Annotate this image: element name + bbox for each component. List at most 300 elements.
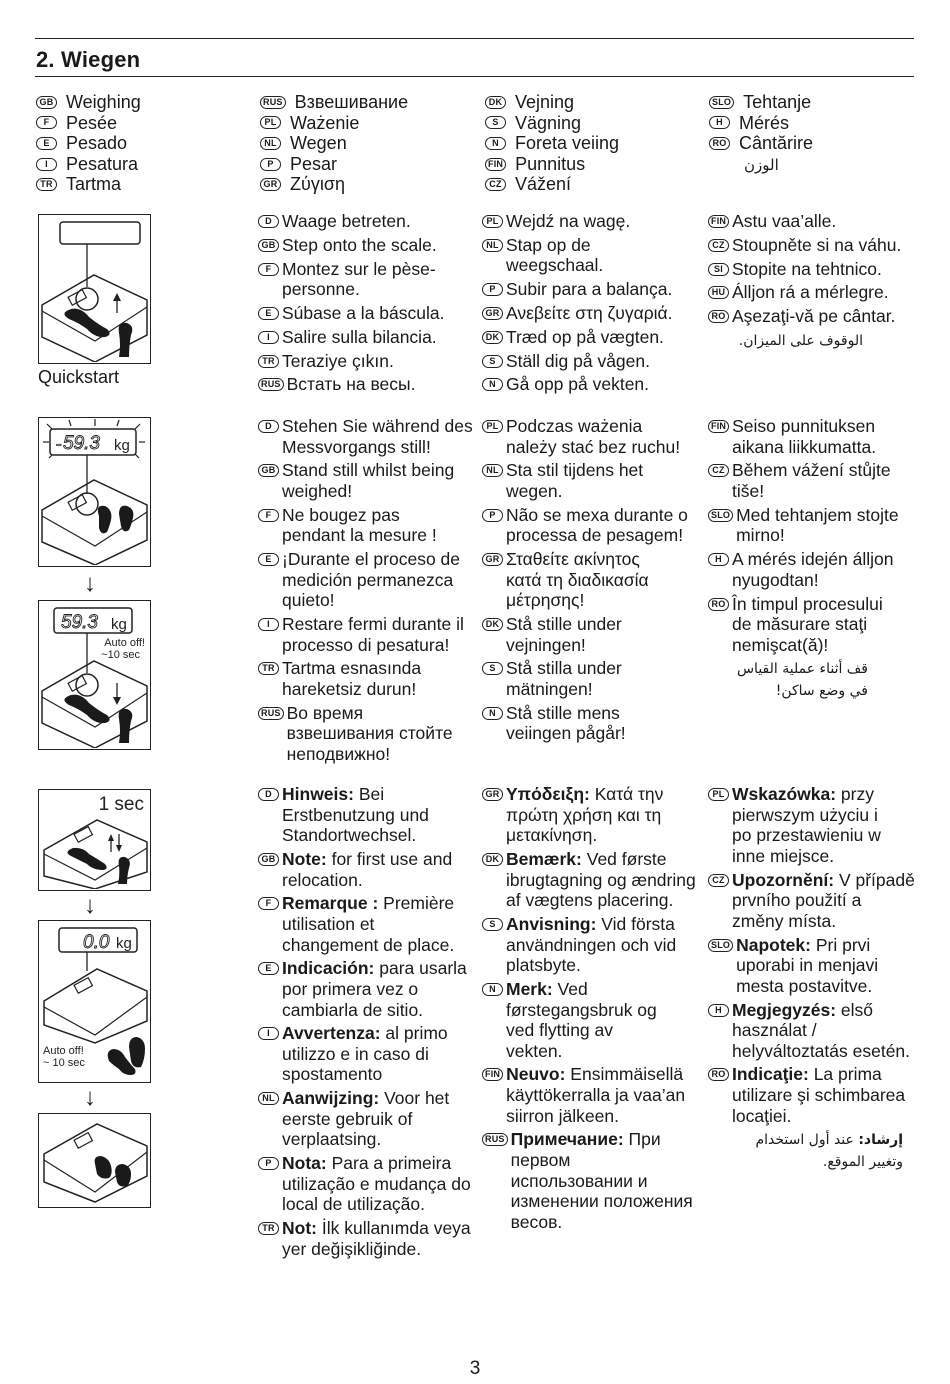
language-item xyxy=(36,154,141,175)
instruction-text: Встать на весы. xyxy=(286,374,416,395)
instruction-text: Álljon rá a mérlegre. xyxy=(732,282,889,303)
instruction-text: Restare fermi durante il processo di pesatura! xyxy=(282,614,464,655)
note-label: Indicación: xyxy=(282,958,375,979)
instruction-entry xyxy=(708,594,923,656)
language-badge: FIN xyxy=(708,215,729,228)
language-name: Ζύγιση xyxy=(290,174,345,195)
language-name: الوزن xyxy=(744,155,779,174)
note-label: Anvisning: xyxy=(506,913,597,934)
language-badge: DK xyxy=(482,331,503,344)
note-text: V případě prvního použití a změny místa. xyxy=(732,869,915,931)
instruction-column xyxy=(482,211,697,398)
language-item xyxy=(260,113,408,134)
unit-label: kg xyxy=(111,616,127,633)
note-label: إرشاد: xyxy=(858,1132,903,1149)
instruction-entry xyxy=(258,1153,473,1215)
language-badge: H xyxy=(708,553,729,566)
note-label: Υπόδειξη: xyxy=(506,784,590,804)
note-text: La prima utilizare şi schimbarea locaţiei. xyxy=(732,1064,906,1126)
language-name: Mérés xyxy=(739,112,790,133)
instruction-entry xyxy=(258,784,473,846)
display-readout: 59.3 xyxy=(61,612,98,633)
language-badge: GB xyxy=(36,96,57,109)
auto-off-label: Auto off! xyxy=(104,637,145,649)
note-label: Wskazówka: xyxy=(732,784,837,804)
title-rule xyxy=(35,76,914,77)
instruction-text: A mérés idején álljon nyugodtan! xyxy=(732,549,894,590)
instruction-column xyxy=(482,784,697,1236)
language-badge: RO xyxy=(709,137,730,150)
one-second-label: 1 sec xyxy=(98,794,144,815)
unit-label: kg xyxy=(116,935,132,952)
language-badge: PL xyxy=(482,215,503,228)
language-column xyxy=(260,92,408,195)
instruction-text: قف أثناء عملية القياس في وضع ساكن! xyxy=(736,661,868,700)
language-item xyxy=(260,133,408,154)
language-badge: E xyxy=(258,962,279,975)
instruction-entry xyxy=(708,1000,923,1062)
svg-text:-: - xyxy=(54,436,64,454)
language-badge: GB xyxy=(258,464,279,477)
instruction-text xyxy=(282,1153,473,1215)
language-badge: S xyxy=(482,662,503,675)
instruction-text: Teraziye çıkın. xyxy=(282,350,394,371)
instruction-entry xyxy=(708,1129,923,1173)
instruction-column xyxy=(708,211,923,355)
instruction-text: Stap op de weegschaal. xyxy=(506,234,604,276)
note-text: Vid första användningen och vid platsbyte. xyxy=(506,913,677,976)
language-name: Pesado xyxy=(66,133,128,154)
note-text: Ensimmäisellä käyttökerralla ja vaa’an siirron jälkeen. xyxy=(506,1064,686,1126)
instruction-entry xyxy=(258,1023,473,1085)
scale-tap-figure xyxy=(38,789,151,891)
language-badge: S xyxy=(482,355,503,368)
language-column xyxy=(709,92,813,176)
instruction-text xyxy=(506,1064,686,1126)
instruction-text: Não se mexa durante o processa de pesagem! xyxy=(506,504,688,546)
language-name: Weighing xyxy=(66,92,141,112)
instruction-entry xyxy=(258,327,473,348)
instruction-text: Sta stil tijdens het wegen. xyxy=(506,460,644,501)
language-badge: FIN xyxy=(708,420,729,433)
instruction-text: Stand still whilst being weighed! xyxy=(282,460,455,501)
language-name: Pesar xyxy=(290,153,338,174)
instruction-text xyxy=(732,1064,923,1126)
language-item xyxy=(485,92,619,113)
language-name: Pesatura xyxy=(66,153,139,174)
instruction-entry xyxy=(258,549,473,611)
instruction-text: Súbase a la báscula. xyxy=(282,302,445,323)
instruction-text xyxy=(732,1000,923,1062)
language-badge: I xyxy=(258,331,279,344)
instruction-text: Seiso punnituksen aikana liikkumatta. xyxy=(732,416,877,457)
instruction-entry xyxy=(482,351,697,372)
instruction-text xyxy=(282,1088,473,1150)
note-label: Not: xyxy=(282,1218,317,1239)
language-badge: NL xyxy=(260,137,281,150)
instruction-text: Step onto the scale. xyxy=(282,234,437,255)
language-item xyxy=(260,174,408,195)
instruction-entry xyxy=(708,935,923,997)
language-name: Punnitus xyxy=(515,153,586,174)
note-text: Voor het eerste gebruik of verplaatsing. xyxy=(282,1088,450,1150)
scale-blinking-display-figure xyxy=(38,417,151,567)
instruction-entry xyxy=(482,703,697,744)
language-name: Взвешивание xyxy=(294,92,409,112)
instruction-entry xyxy=(258,259,473,300)
language-name: Pesée xyxy=(66,112,118,133)
instruction-entry xyxy=(482,914,697,976)
language-badge: S xyxy=(482,918,503,931)
language-badge: TR xyxy=(36,178,57,191)
note-label: Nota: xyxy=(282,1153,327,1174)
language-item xyxy=(485,154,619,175)
language-badge: RUS xyxy=(258,707,284,720)
instruction-entry xyxy=(482,505,697,546)
instruction-text xyxy=(732,870,917,932)
instruction-text: Stoupněte si na váhu. xyxy=(732,234,902,255)
language-badge: PL xyxy=(482,420,503,433)
instruction-text xyxy=(506,914,697,976)
language-badge: F xyxy=(258,509,279,522)
down-arrow-icon: ↓ xyxy=(84,1084,96,1111)
instruction-text: Astu vaa’alle. xyxy=(732,211,837,231)
language-badge: P xyxy=(482,283,503,296)
instruction-entry xyxy=(482,614,697,655)
auto-off-label: Auto off! xyxy=(43,1045,84,1057)
instruction-entry xyxy=(258,460,473,501)
note-label: Note: xyxy=(282,848,327,869)
note-label: Примечание: xyxy=(510,1129,624,1150)
note-text: for first use and relocation. xyxy=(282,848,453,890)
language-badge: CZ xyxy=(708,874,729,887)
language-badge: RO xyxy=(708,1068,729,1081)
instruction-text: Stopite na tehtnico. xyxy=(732,258,882,279)
language-badge: P xyxy=(258,1157,279,1170)
language-badge: NL xyxy=(482,464,503,477)
note-label: Avvertenza: xyxy=(282,1023,381,1044)
language-badge: DK xyxy=(482,618,503,631)
note-label: Bemærk: xyxy=(506,848,582,869)
language-badge: E xyxy=(258,553,279,566)
instruction-text: Podczas ważenia należy stać bez ruchu! xyxy=(506,416,681,457)
instruction-entry xyxy=(708,235,923,256)
language-name: Cântărire xyxy=(739,133,814,154)
section-title: 2. Wiegen xyxy=(36,47,141,72)
instruction-text: Ställ dig på vågen. xyxy=(506,350,650,371)
instruction-entry xyxy=(258,1088,473,1150)
language-badge: CZ xyxy=(485,178,506,191)
language-badge: PL xyxy=(708,788,729,801)
language-item xyxy=(485,174,619,195)
language-item xyxy=(36,133,141,154)
auto-off-time: ~10 sec xyxy=(101,649,140,661)
language-badge: GR xyxy=(260,178,281,191)
instruction-text: Wejdź na wagę. xyxy=(506,211,631,231)
note-text: al primo utilizzo e in caso di spostamento xyxy=(282,1023,448,1085)
instruction-entry xyxy=(708,658,923,702)
language-badge: D xyxy=(258,215,279,228)
instruction-text xyxy=(282,893,473,955)
language-badge: S xyxy=(485,116,506,129)
instruction-entry xyxy=(708,1064,923,1126)
instruction-entry xyxy=(708,870,923,932)
note-text: Κατά την πρώτη χρήση και τη μετακίνηση. xyxy=(506,784,664,846)
page-number: 3 xyxy=(469,1358,481,1379)
quickstart-label: Quickstart xyxy=(38,367,120,387)
instruction-entry xyxy=(258,893,473,955)
instruction-entry xyxy=(258,351,473,372)
note-label: Megjegyzés: xyxy=(732,999,837,1020)
instruction-entry xyxy=(258,374,473,395)
note-label: Remarque : xyxy=(282,893,379,914)
language-badge: CZ xyxy=(708,239,729,252)
instruction-text: Во время взвешивания стойте неподвижно! xyxy=(286,702,453,765)
scale-off-figure xyxy=(38,1113,151,1208)
instruction-entry xyxy=(708,330,923,352)
down-arrow-icon: ↓ xyxy=(84,570,96,597)
instruction-text: Tartma esnasında hareketsiz durun! xyxy=(282,658,422,700)
display-zero-readout: 0.0 xyxy=(83,932,110,953)
instruction-entry xyxy=(708,416,923,457)
instruction-text xyxy=(282,1218,473,1259)
instruction-text: Během vážení stůjte tiše! xyxy=(732,460,891,501)
language-badge: PL xyxy=(260,116,281,129)
instruction-text: Stå stille mens veiingen pågår! xyxy=(506,702,626,744)
language-item xyxy=(485,133,619,154)
instruction-text: Waage betreten. xyxy=(282,211,411,231)
language-badge: H xyxy=(709,116,730,129)
instruction-entry xyxy=(482,979,697,1061)
language-name: Tartma xyxy=(66,174,122,195)
language-badge: DK xyxy=(485,96,506,109)
language-badge: E xyxy=(36,137,57,150)
language-badge: H xyxy=(708,1004,729,1017)
note-text: Première utilisation et changement de place. xyxy=(282,893,455,955)
instruction-text xyxy=(282,958,473,1020)
language-name: Wegen xyxy=(290,133,347,154)
scale-result-figure xyxy=(38,600,151,750)
instruction-text xyxy=(728,1129,903,1173)
language-badge: F xyxy=(258,263,279,276)
language-badge: GR xyxy=(482,788,503,801)
instruction-entry xyxy=(482,279,697,300)
language-badge: D xyxy=(258,788,279,801)
language-badge: N xyxy=(482,983,503,996)
instruction-text: În timpul procesului de măsurare staţi nemişcat(ă)! xyxy=(732,593,883,655)
instruction-entry xyxy=(258,303,473,324)
instruction-entry xyxy=(258,958,473,1020)
note-text: Ved første ibrugtagning og ændring af vægtens placering. xyxy=(506,848,696,911)
language-badge: P xyxy=(482,509,503,522)
instruction-entry xyxy=(482,327,697,348)
display-blink-readout: 59.3 xyxy=(63,433,100,454)
language-badge: FIN xyxy=(485,158,506,171)
instruction-column xyxy=(258,211,473,398)
language-item xyxy=(260,92,408,113)
instruction-text: Ανεβείτε στη ζυγαριά. xyxy=(506,302,673,323)
language-badge: RO xyxy=(708,310,729,323)
instruction-entry xyxy=(482,416,697,457)
instruction-entry xyxy=(482,235,697,276)
instruction-text xyxy=(506,979,666,1061)
language-badge: TR xyxy=(258,662,279,675)
language-badge: N xyxy=(485,137,506,150)
instruction-text: Σταθείτε ακίνητος κατά τη διαδικασία μέτρησης! xyxy=(506,549,649,611)
language-name: Ważenie xyxy=(290,112,360,133)
language-badge: N xyxy=(482,707,503,720)
instruction-entry xyxy=(258,1218,473,1259)
down-arrow-icon: ↓ xyxy=(84,892,96,919)
language-name: Vägning xyxy=(515,112,582,133)
instruction-text: Montez sur le pèse-personne. xyxy=(282,258,436,300)
instruction-column xyxy=(258,784,473,1263)
instruction-entry xyxy=(708,784,923,866)
language-badge: CZ xyxy=(708,464,729,477)
language-name: Tehtanje xyxy=(743,92,812,112)
instruction-column xyxy=(482,416,697,747)
instruction-text: Stå stille under vejningen! xyxy=(506,614,622,655)
language-badge: RUS xyxy=(258,378,284,391)
instruction-entry xyxy=(708,460,923,501)
note-label: Hinweis: xyxy=(282,784,354,804)
instruction-entry xyxy=(482,549,697,611)
language-column xyxy=(36,92,141,195)
instruction-entry xyxy=(258,614,473,655)
instruction-text: Træd op på vægten. xyxy=(506,326,664,347)
instruction-text xyxy=(282,784,452,846)
note-label: Napotek: xyxy=(736,934,811,955)
note-label: Merk: xyxy=(506,978,553,999)
instruction-column xyxy=(258,416,473,768)
language-badge: F xyxy=(258,897,279,910)
instruction-entry xyxy=(258,235,473,256)
note-text: Bei Erstbenutzung und Standortwechsel. xyxy=(282,784,429,846)
language-badge: N xyxy=(482,378,503,391)
note-text: para usarla por primera vez o cambiarla de sitio. xyxy=(282,958,467,1020)
language-badge: I xyxy=(258,1027,279,1040)
instruction-text: Stå stilla under mätningen! xyxy=(506,658,622,700)
note-text: Ved førstegangsbruk og ved flytting av vekten. xyxy=(506,978,657,1061)
instruction-text xyxy=(732,784,902,866)
instruction-entry xyxy=(258,416,473,457)
instruction-entry xyxy=(708,549,923,590)
instruction-entry xyxy=(258,703,473,765)
language-item xyxy=(709,113,813,134)
instruction-text: Ne bougez pas pendant la mesure ! xyxy=(282,504,437,546)
language-badge: RUS xyxy=(260,96,286,109)
language-badge: F xyxy=(36,116,57,129)
auto-off-time: ~ 10 sec xyxy=(43,1057,85,1069)
language-badge: D xyxy=(258,420,279,433)
language-name: Vejning xyxy=(515,92,575,112)
language-badge: RUS xyxy=(482,1133,508,1146)
instruction-entry xyxy=(482,849,697,911)
instruction-entry xyxy=(258,211,473,232)
language-badge: P xyxy=(260,158,281,171)
note-text: első használat / helyváltoztatás esetén. xyxy=(732,999,911,1061)
instruction-text: Med tehtanjem stojte mirno! xyxy=(736,504,899,546)
instruction-text: Gå opp på vekten. xyxy=(506,374,650,395)
language-badge: I xyxy=(258,618,279,631)
language-badge: NL xyxy=(258,1092,279,1105)
language-badge: SI xyxy=(708,263,729,276)
instruction-entry xyxy=(482,784,697,846)
scale-step-on-figure xyxy=(38,214,151,364)
unit-label: kg xyxy=(114,437,130,454)
language-item xyxy=(36,174,141,195)
instruction-text: ¡Durante el proceso de medición permanezca quieto! xyxy=(282,549,461,611)
language-badge: GB xyxy=(258,239,279,252)
language-badge: SLO xyxy=(708,939,733,952)
language-item xyxy=(709,154,813,176)
instruction-entry xyxy=(258,505,473,546)
language-badge: I xyxy=(36,158,57,171)
instruction-entry xyxy=(482,1129,697,1232)
language-badge: DK xyxy=(482,853,503,866)
note-label: Upozornění: xyxy=(732,869,835,890)
note-text: При первом использовании и изменении положения весов. xyxy=(510,1129,693,1232)
language-badge: SLO xyxy=(708,509,733,522)
note-text: przy pierwszym użyciu i po przestawieniu w inne miejsce. xyxy=(732,784,881,866)
instruction-entry xyxy=(482,658,697,699)
instruction-entry xyxy=(708,259,923,280)
language-badge: GB xyxy=(258,853,279,866)
instruction-text xyxy=(511,1129,697,1232)
language-item xyxy=(485,113,619,134)
instruction-entry xyxy=(258,658,473,699)
language-badge: GR xyxy=(482,307,503,320)
instruction-entry xyxy=(482,1064,697,1126)
language-item xyxy=(260,154,408,175)
instruction-entry xyxy=(482,211,697,232)
language-column xyxy=(485,92,619,195)
instruction-text: Salire sulla bilancia. xyxy=(282,326,437,347)
instruction-entry xyxy=(258,849,473,890)
instruction-text: الوقوف على الميزان. xyxy=(738,332,863,349)
language-item xyxy=(36,92,141,113)
language-badge: TR xyxy=(258,355,279,368)
instruction-text xyxy=(282,849,473,890)
instruction-text: Aşezaţi-vă pe cântar. xyxy=(732,306,896,327)
instruction-text xyxy=(282,1023,473,1085)
note-text: عند أول استخدام وتغيير الموقع. xyxy=(755,1132,903,1171)
instruction-entry xyxy=(482,303,697,324)
note-text: Para a primeira utilização e mudança do local de utilização. xyxy=(282,1153,471,1215)
instruction-entry xyxy=(482,374,697,395)
instruction-entry xyxy=(708,306,923,327)
instruction-entry xyxy=(482,460,697,501)
language-name: Foreta veiing xyxy=(515,133,620,154)
language-badge: SLO xyxy=(709,96,734,109)
instruction-text xyxy=(506,784,671,846)
language-item xyxy=(709,133,813,154)
note-label: Aanwijzing: xyxy=(282,1088,380,1109)
language-badge: E xyxy=(258,307,279,320)
instruction-entry xyxy=(708,211,923,232)
note-label: Neuvo: xyxy=(506,1064,566,1085)
instruction-text xyxy=(736,935,923,997)
language-badge: NL xyxy=(482,239,503,252)
note-text: İlk kullanımda veya yer değişikliğinde. xyxy=(282,1218,471,1259)
instruction-text xyxy=(506,849,697,911)
language-badge: HU xyxy=(708,286,729,299)
language-badge: FIN xyxy=(482,1068,503,1081)
instruction-text: Stehen Sie während des Messvorgangs still! xyxy=(282,416,473,457)
language-item xyxy=(709,92,813,113)
top-rule xyxy=(35,38,914,39)
language-badge: GR xyxy=(482,553,503,566)
